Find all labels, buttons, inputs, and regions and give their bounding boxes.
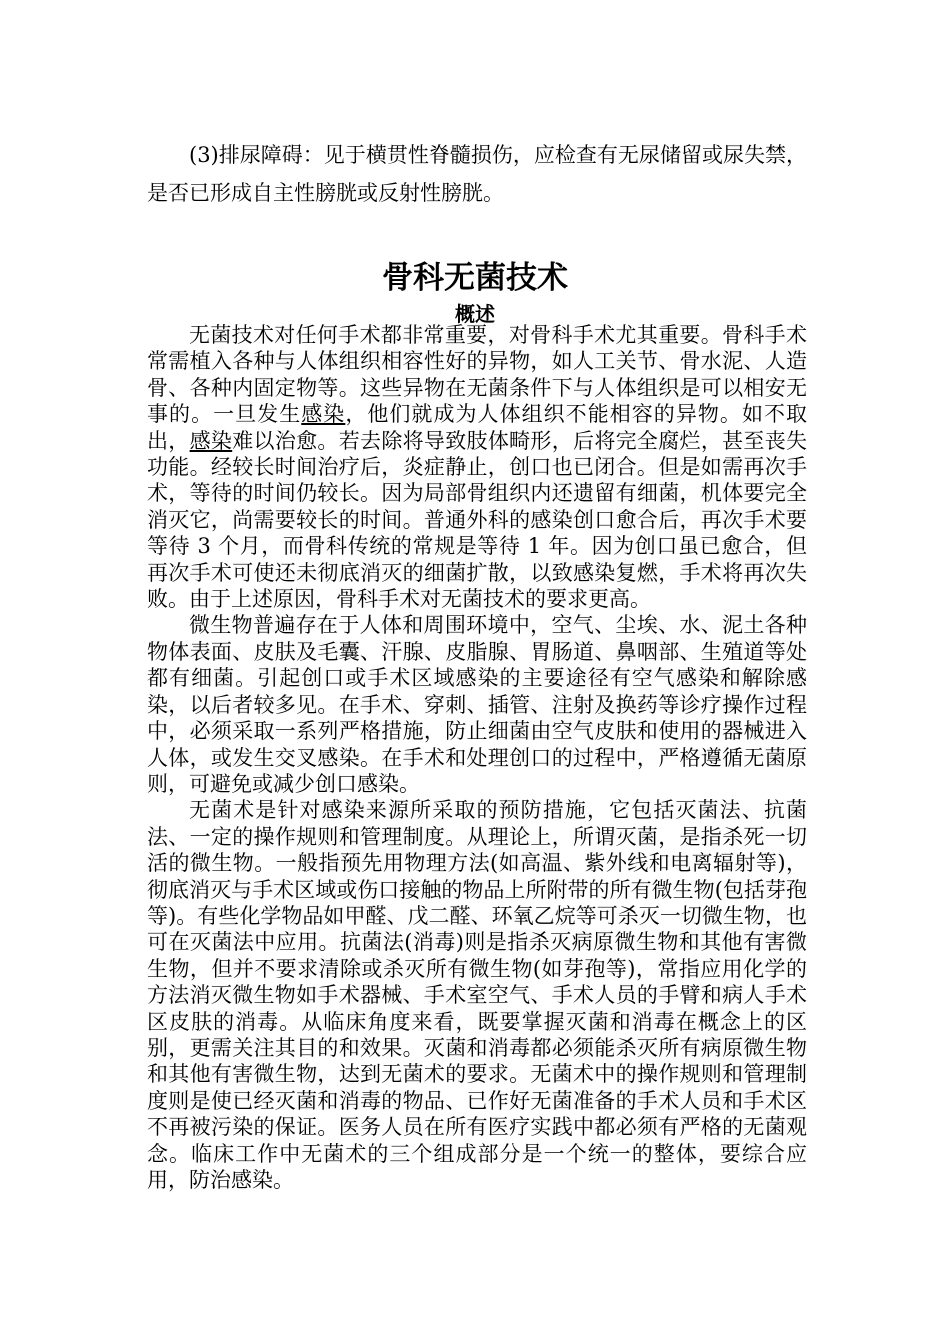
section-subtitle: 概述 (455, 302, 495, 326)
paragraph-1-text-b: ，他们就成为人体组织不能相容的异物。如不取出， (147, 402, 808, 453)
paragraph-1-text-a: 无菌技术对任何手术都非常重要，对骨科手术尤其重要。骨科手术常需植入各种与人体组织相容性好的异物，如人工关节、骨水泥、人造骨、各种内固定物等。这些异物在无菌条件下与人体组织是可以相安无事的。一旦发生 (147, 323, 807, 427)
paragraph-2: 微生物普遍存在于人体和周围环境中，空气、尘埃、水、泥土各种物体表面、皮肤及毛囊、汗腺、皮脂腺、胃肠道、鼻咽部、生殖道等处都有细菌。引起创口或手术区域感染的主要途径有空气感染和解除感染，以后者较多见。在手术、穿刺、插管、注射及换药等诊疗操作过程中，必须采取一系列严格措施，防止细菌由空气皮肤和使用的器械进入人体，或发生交叉感染。在手术和处理创口的过程中，严格遵循无菌原则，可避免或减少创口感染。 (147, 613, 807, 796)
link-infection-1[interactable]: 感染 (301, 402, 346, 427)
intro-paragraph: (3)排尿障碍：见于横贯性脊髓损伤，应检查有无尿储留或尿失禁，是否已形成自主性膀胱或反射性膀胱。 (147, 143, 807, 205)
link-infection-2[interactable]: 感染 (189, 428, 233, 453)
paragraph-1 (147, 322, 807, 612)
paragraph-3: 无菌术是针对感染来源所采取的预防措施，它包括灭菌法、抗菌法、一定的操作规则和管理制度。从理论上，所谓灭菌，是指杀死一切活的微生物。一般指预先用物理方法(如高温、紫外线和电离辐射等)，彻底消灭与手术区域或伤口接触的物品上所附带的所有微生物(包括芽孢等)。有些化学物品如甲醛、戊二醛、环氧乙烷等可杀灭一切微生物，也可在灭菌法中应用。抗菌法(消毒)则是指杀灭病原微生物和其他有害微生物，但并不要求清除或杀灭所有微生物(如芽孢等)，常指应用化学的方法消灭微生物如手术器械、手术室空气、手术人员的手臂和病人手术区皮肤的消毒。从临床角度来看，既要掌握灭菌和消毒在概念上的区别，更需关注其目的和效果。灭菌和消毒都必须能杀灭所有病原微生物和其他有害微生物，达到无菌术的要求。无菌术中的操作规则和管理制度则是使已经灭菌和消毒的物品、已作好无菌准备的手术人员和手术区不再被污染的保证。医务人员在所有医疗实践中都必须有严格的无菌观念。临床工作中无菌术的三个组成部分是一个统一的整体，要综合应用，防治感染。 (147, 798, 807, 1192)
section-title: 骨科无菌技术 (382, 260, 568, 296)
paragraph-1-text-c: 难以治愈。若去除将导致肢体畸形，后将完全腐烂，甚至丧失功能。经较长时间治疗后，炎症静止，创口也已闭合。但是如需再次手术，等待的时间仍较长。因为局部骨组织内还遗留有细菌，机体要完全消灭它，尚需要较长的时间。普通外科的感染创口愈合后，再次手术要等待 3 个月，而骨科传统的常规是等待 1 年。因为创口虽已愈合，但再次手术可使还未彻底消灭的细菌扩散，以致感染复燃，手术将再次失败。由于上述原因，骨科手术对无菌技术的要求更高。 (147, 428, 808, 612)
body-text (147, 322, 807, 1193)
